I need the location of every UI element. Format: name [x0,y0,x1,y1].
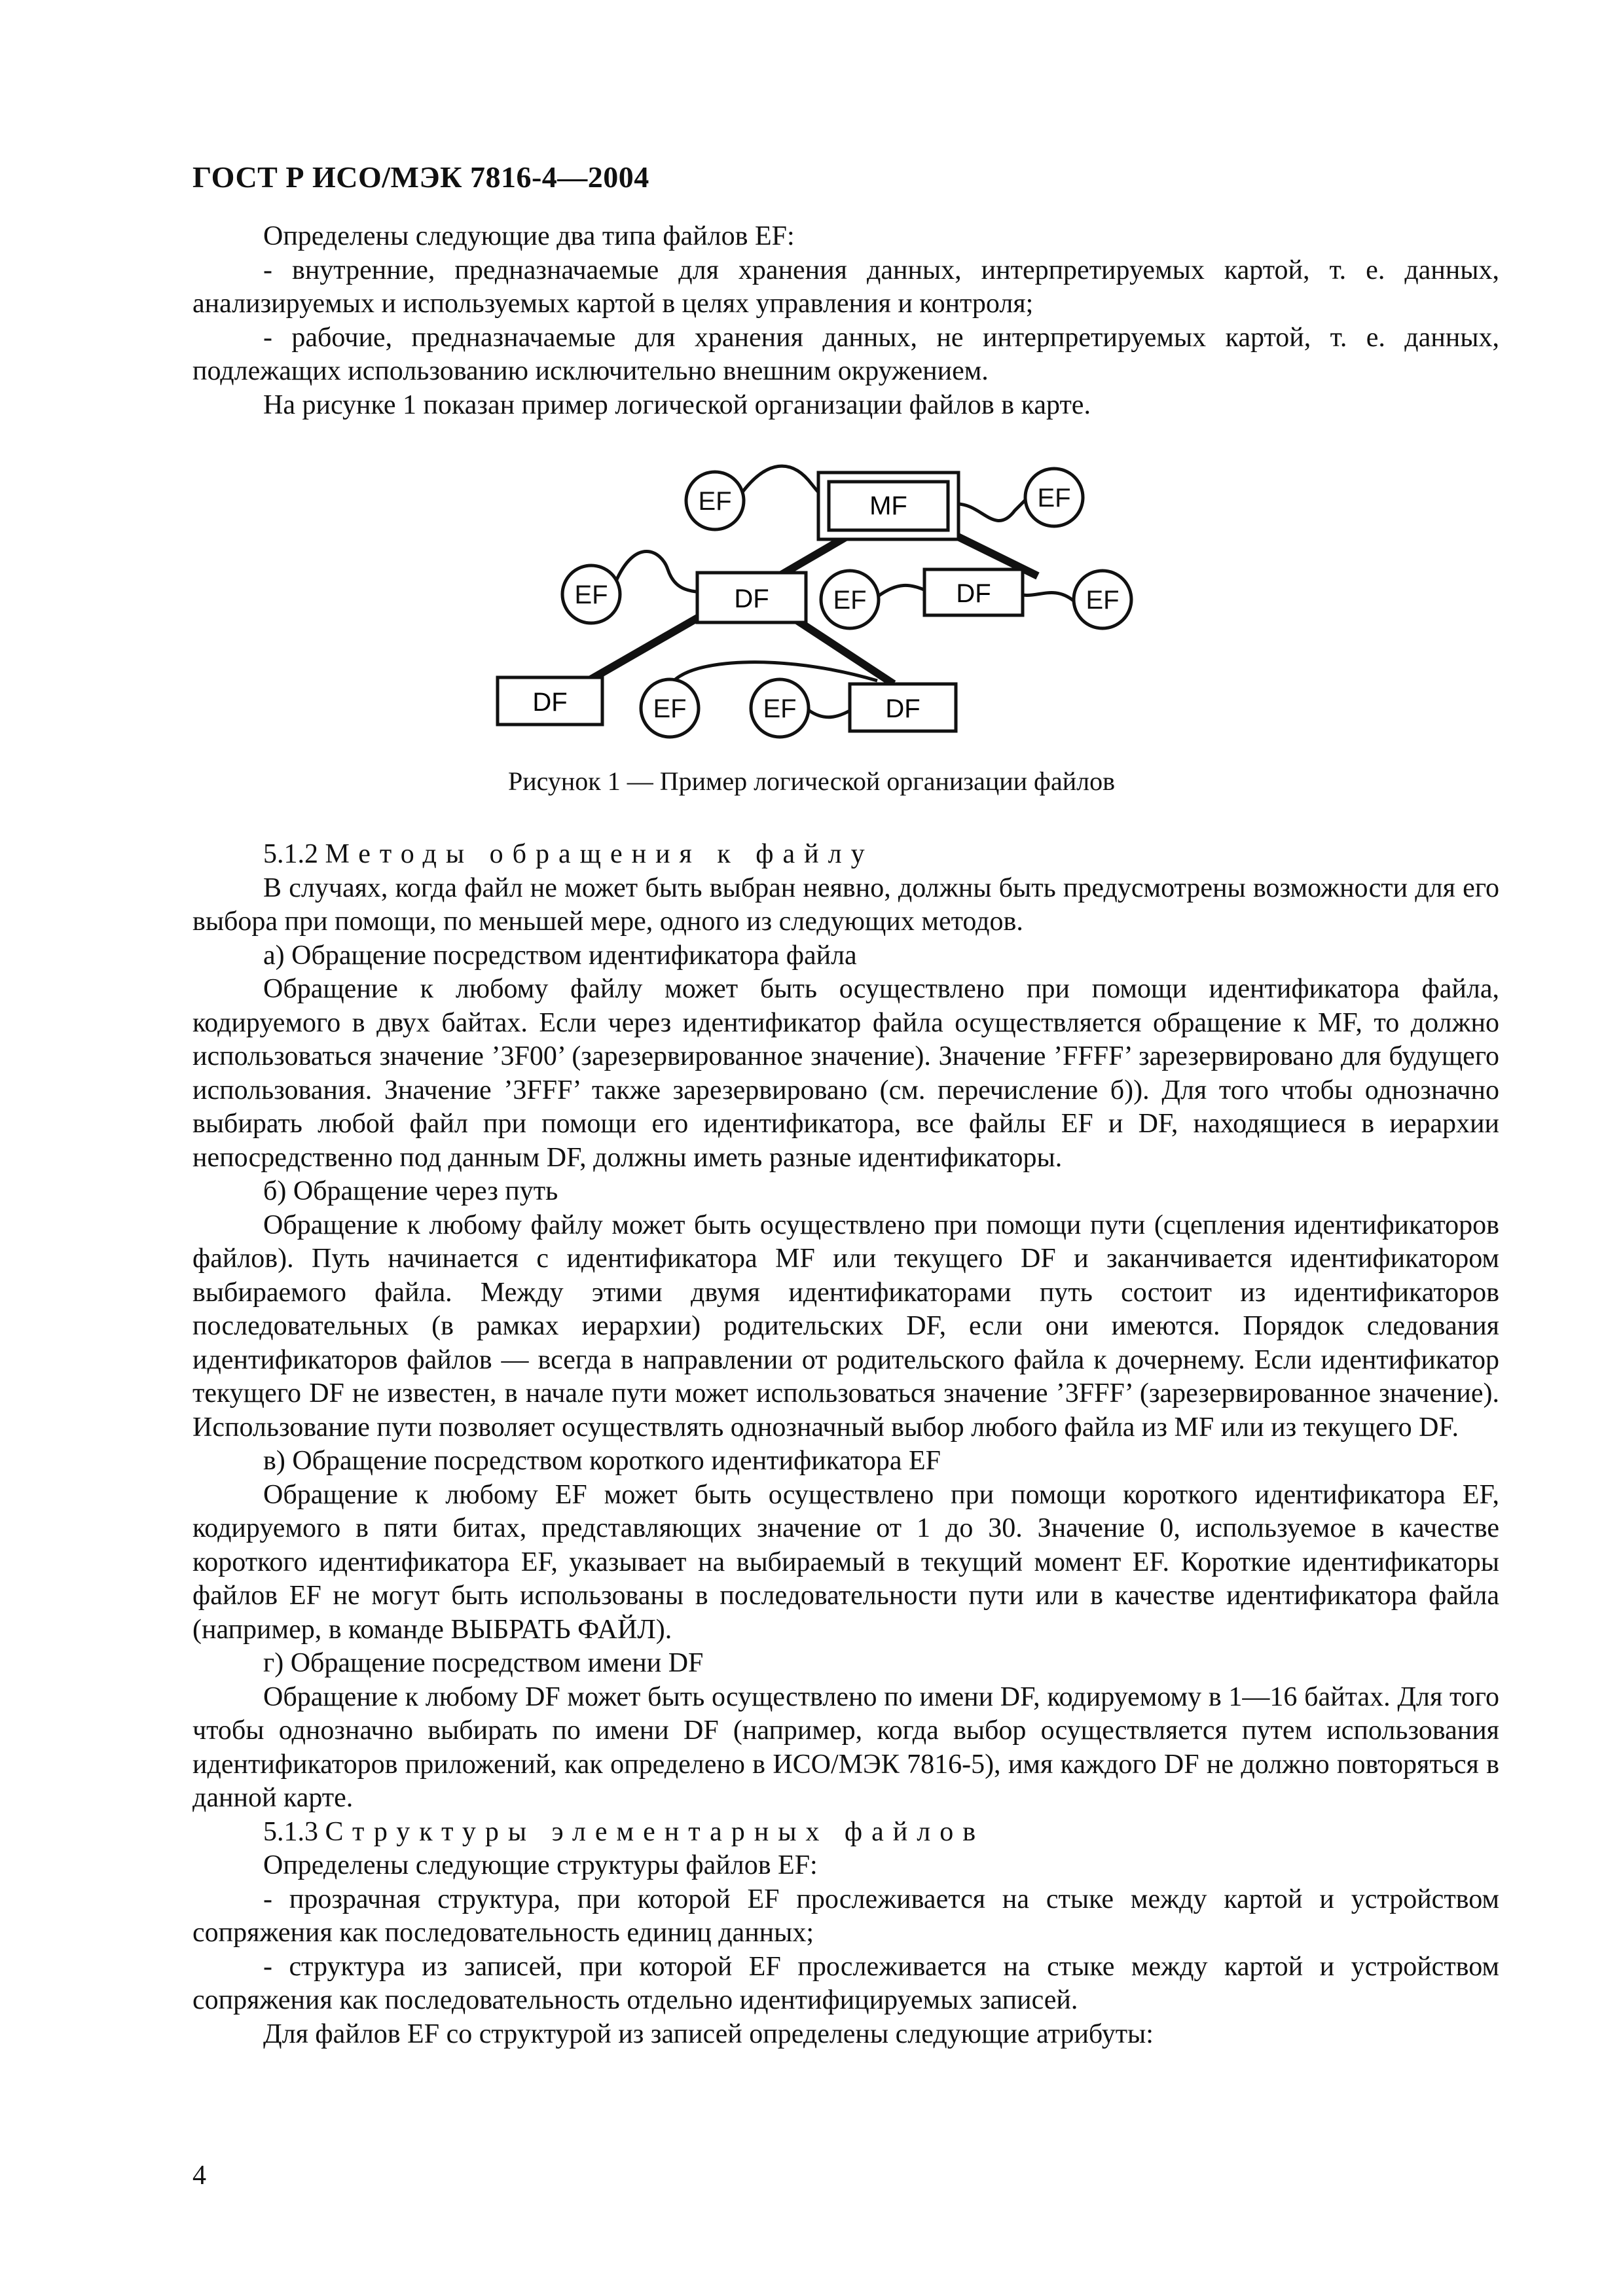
paragraph: а) Обращение посредством идентификатора файла [263,940,857,971]
svg-text:EF: EF [698,487,732,516]
figure-file-hierarchy [484,452,1237,759]
paragraph: - внутренние, предназначаемые для хранения данных, интерпретируемых картой, т. е. данных, анализируемых и используемых картой в целях управления и контроля; [192,255,1499,319]
paragraph: Определены следующие структуры файлов EF: [263,1850,818,1880]
ef-node [821,571,879,628]
paragraph: Определены следующие два типа файлов EF: [263,221,795,251]
edge-ef4-df2 [878,585,930,596]
section-number: 5.1.3 [263,1816,318,1847]
svg-text:DF: DF [885,694,921,723]
paragraph: Обращение к любому файлу может быть осуществлено при помощи идентификатора файла, кодируемого в двух байтах. Если через идентификатор файла осуществляется обращение к MF, то должно использоваться значение ’3F00’ (зарезервированное значение). Значение ’FFFF’ зарезервировано для будущего использования. Значение ’3FFF’ также зарезервировано (см. перечисление б)). Для того чтобы однозначно выбирать любой файл при помощи его идентификатора, все файлы EF и DF, находящиеся в иерархии непосредственно под данным DF, должны иметь разные идентификаторы. [192,974,1499,1173]
paragraph: - рабочие, предназначаемые для хранения данных, не интерпретируемых картой, т. е. данных, подлежащих использованию исключительно внешним окружением. [192,322,1499,386]
page-header: ГОСТ Р ИСО/МЭК 7816-4—2004 [192,160,649,194]
paragraph: На рисунке 1 показан пример логической организации файлов в карте. [263,389,1091,420]
paragraph: в) Обращение посредством короткого идентификатора EF [263,1446,941,1476]
svg-text:EF: EF [1037,484,1071,512]
ef-node [641,679,699,737]
section-5-1-2 [192,838,1499,2051]
svg-text:EF: EF [574,581,608,609]
df-node [850,684,956,731]
section-heading [192,1816,1499,1850]
ef-node [1074,571,1131,628]
svg-text:DF: DF [956,579,991,608]
df-node [498,677,602,725]
section-number: 5.1.2 [263,839,318,869]
paragraph: б) Обращение через путь [263,1176,558,1206]
paragraph: Обращение к любому файлу может быть осуществлено при помощи пути (сцепления идентификаторов файлов). Путь начинается с идентификатора MF или текущего DF и заканчивается идентификатором выбираемого файла. Между этими двумя идентификаторами путь состоит из идентификаторов последовательных (в рамках иерархии) родительских DF, если они имеются. Порядок следования идентификаторов файлов — всегда в направлении от родительского файла к дочернему. Если идентификатор текущего DF не известен, в начале пути может использоваться значение ’3FFF’ (зарезервированное значение). Использование пути позволяет осуществлять однозначный выбор любого файла из MF или из текущего DF. [192,1210,1499,1443]
section-title: Структуры элементарных файлов [325,1816,985,1847]
paragraph: г) Обращение посредством имени DF [263,1648,704,1678]
svg-text:DF: DF [734,584,769,613]
edge-mf-ef2 [957,497,1028,521]
svg-text:EF: EF [653,694,687,723]
mf-label: MF [869,492,907,520]
paragraph: Для файлов EF со структурой из записей определены следующие атрибуты: [263,2018,1154,2049]
df-node [697,573,806,622]
svg-text:EF: EF [763,694,797,723]
paragraph: Обращение к любому EF может быть осуществлено при помощи короткого идентификатора EF, кодируемого в пяти битах, представляющих значение от 1 до 30. Значение 0, используемое в качестве короткого идентификатора EF, указывает на выбираемый в текущий момент EF. Короткие идентификаторы файлов EF не могут быть использованы в последовательности пути или в качестве идентификатора файла (например, в команде ВЫБРАТЬ ФАЙЛ). [192,1479,1499,1645]
page-number: 4 [192,2161,206,2191]
paragraph: - структура из записей, при которой EF прослеживается на стыке между картой и устройством сопряжения как последовательность отдельно идентифицируемых записей. [192,1951,1499,2015]
mf-node [818,473,958,539]
section-title: Методы обращения к файлу [325,839,874,869]
svg-text:EF: EF [833,586,867,615]
ef-node [1025,469,1083,526]
ef-node [686,472,744,529]
section-heading [192,838,1499,872]
intro-text [192,220,1499,422]
df-node [924,569,1023,615]
figure-caption: Рисунок 1 — Пример логической организации файлов [508,766,1115,796]
svg-text:DF: DF [532,688,568,717]
file-hierarchy-diagram [484,452,1237,759]
paragraph: Обращение к любому DF может быть осуществлено по имени DF, кодируемому в 1—16 байтах. Для того чтобы однозначно выбирать по имени DF (например, когда выбор осуществляется путем использования идентификаторов приложений, как определено в ИСО/МЭК 7816-5), имя каждого DF не должно повторяться в данной карте. [192,1681,1499,1813]
paragraph: В случаях, когда файл не может быть выбран неявно, должны быть предусмотрены возможности для его выбора при помощи, по меньшей мере, одного из следующих методов. [192,872,1499,937]
ef-node [562,565,620,623]
paragraph: - прозрачная структура, при которой EF прослеживается на стыке между картой и устройством сопряжения как последовательность единиц данных; [192,1884,1499,1948]
svg-text:EF: EF [1085,586,1120,615]
ef-node [751,679,809,737]
